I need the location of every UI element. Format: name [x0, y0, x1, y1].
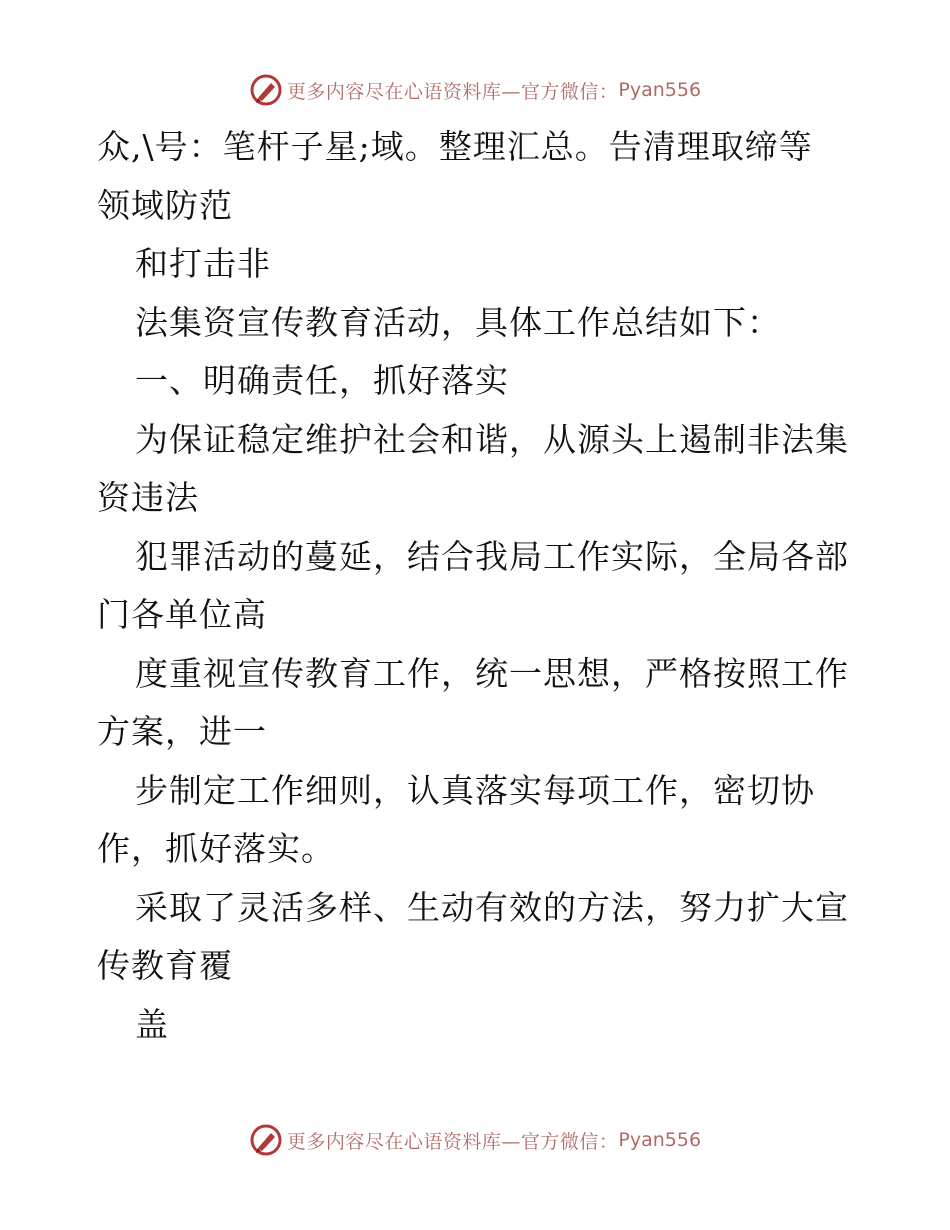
text-line-16: 盖 — [135, 1004, 169, 1044]
text-line-8: 犯罪活动的蔓延，结合我局工作实际，全局各部 — [135, 536, 849, 576]
text-line-5: 一、明确责任，抓好落实 — [135, 361, 509, 400]
text-line-2: 领域防范 — [97, 185, 233, 225]
text-line-14: 采取了灵活多样、生动有效的方法，努力扩大宣 — [135, 887, 849, 927]
text-line-9: 门各单位高 — [97, 595, 267, 634]
text-line-13: 作，抓好落实。 — [97, 829, 335, 868]
text-line-10: 度重视宣传教育工作，统一思想，严格按照工作 — [135, 653, 849, 693]
banner-text: 更多内容尽在心语资料库—官方微信： — [286, 80, 619, 103]
pen-logo-icon — [249, 73, 283, 107]
text-line-6: 为保证稳定维护社会和谐，从源头上遏制非法集 — [135, 419, 849, 459]
text-line-3: 和打击非 — [135, 244, 271, 283]
text-line-12: 步制定工作细则，认真落实每项工作，密切协 — [135, 770, 815, 810]
footer-banner — [0, 1120, 950, 1160]
document-body — [97, 118, 887, 1054]
text-line-4: 法集资宣传教育活动，具体工作总结如下： — [135, 302, 781, 342]
text-line-7: 资违法 — [97, 478, 199, 517]
banner-handle: Pyan556 — [618, 1129, 702, 1151]
banner-text: 更多内容尽在心语资料库—官方微信： — [286, 1130, 619, 1153]
text-line-1: 众,\号：笔杆子星;域。整理汇总。告清理取缔等 — [97, 127, 813, 166]
text-line-15: 传教育覆 — [97, 946, 233, 985]
text-line-11: 方案，进一 — [97, 712, 267, 751]
banner-handle: Pyan556 — [618, 79, 702, 101]
pen-logo-icon — [249, 1123, 283, 1157]
header-banner — [0, 70, 950, 110]
